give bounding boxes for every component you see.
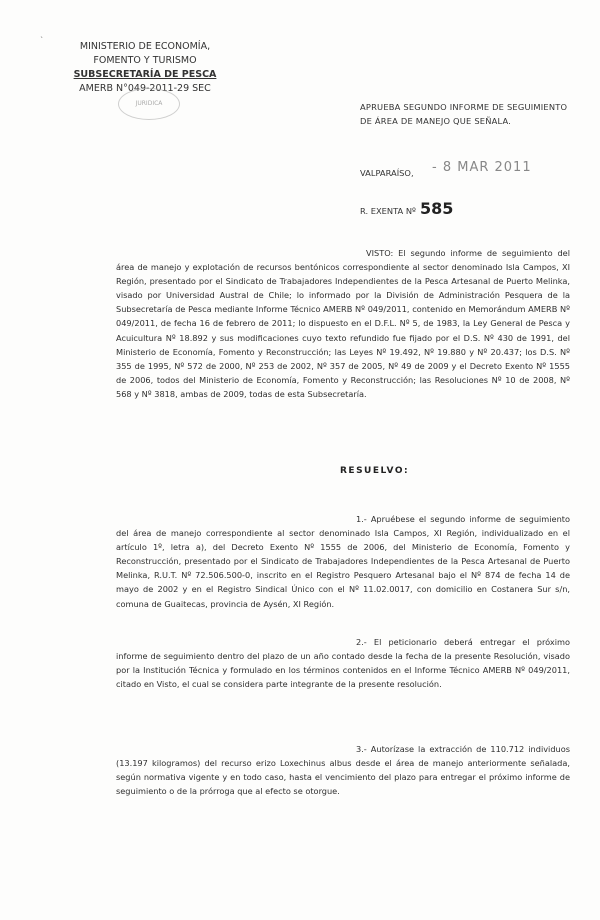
ministry-line-2: FOMENTO Y TURISMO	[93, 55, 197, 66]
stamp-text: JURIDICA	[135, 100, 163, 107]
resolution-number	[360, 199, 453, 218]
resuelvo-heading: RESUELVO:	[340, 466, 410, 476]
point-3: 3.- Autorízase la extracción de 110.712 individuos (13.197 kilogramos) del recurso erizo Loxechinus albus desde el área de manejo anteriormente señalada, según normativa vigente y en todo caso, hasta el vencimiento del plazo para entregar el próximo informe de seguimiento o de la prórroga que al efecto se otorgue.	[116, 744, 570, 797]
ministry-line: MINISTERIO DE ECONOMÍA,	[79, 41, 211, 52]
date-stamp: - 8 MAR 2011	[432, 160, 532, 175]
point-2: 2.- El peticionario deberá entregar el próximo informe de seguimiento dentro del plazo de un año contado desde la fecha de la presente Resolución, visado por la Institución Técnica y formulado en los términos contenidos en el Informe Técnico AMERB Nº 049/2011, citado en Visto, el cual se considera parte integrante de la presente resolución.	[116, 637, 570, 690]
seal-stamp	[118, 88, 180, 120]
resolution-value: 585	[419, 199, 454, 218]
subsecretaria-line: SUBSECRETARÍA DE PESCA	[73, 69, 217, 80]
point-1: 1.- Apruébese el segundo informe de seguimiento del área de manejo correspondiente al sector denominado Isla Campos, XI Región, individualizado en el artículo 1º, letra a), del Decreto Exento Nº 1555 de 2006, del Ministerio de Economía, Fomento y Reconstrucción, presentado por el Sindicato de Trabajadores Independientes de la Pesca Artesanal de Puerto Melinka, R.U.T. Nº 72.506.500-0, inscrito en el Registro Pesquero Artesanal bajo el Nº 874 de fecha 14 de mayo de 2002 y en el Registro Sindical Único con el Nº 11.02.0017, con domicilio en Costanera Sur s/n, comuna de Guaitecas, provincia de Aysén, XI Región.	[116, 514, 570, 609]
subject-line: APRUEBA SEGUNDO INFORME DE SEGUIMIENTO DE ÁREA DE MANEJO QUE SEÑALA.	[360, 102, 568, 126]
reference-line: AMERB N°049-2011-29 SEC	[79, 83, 211, 94]
visto-paragraph: VISTO: El segundo informe de seguimiento del área de manejo y explotación de recursos bentónicos correspondiente al sector denominado Isla Campos, XI Región, presentado por el Sindicato de Trabajadores Independientes de la Pesca Artesanal de Puerto Melinka, visado por Universidad Austral de Chile; lo informado por la División de Administración Pesquera de la Subsecretaría de Pesca mediante Informe Técnico AMERB Nº 049/2011, contenido en Memorándum AMERB Nº 049/2011, de fecha 16 de febrero de 2011; lo dispuesto en el D.F.L. Nº 5, de 1983, la Ley General de Pesca y Acuicultura Nº 18.892 y sus modificaciones cuyo texto refundido fue fijado por el D.S. Nº 430 de 1991, del Ministerio de Economía, Fomento y Reconstrucción; las Leyes Nº 19.492, Nº 19.880 y Nº 20.437; los D.S. Nº 355 de 1995, Nº 572 de 2000, Nº 253 de 2002, Nº 357 de 2005, Nº 49 de 2009 y el Decreto Exento Nº 1555 de 2006, todos del Ministerio de Economía, Fomento y Reconstrucción; las Resoluciones Nº 10 de 2008, Nº 568 y Nº 3818, ambas de 2009, todas de esta Subsecretaría.	[116, 248, 570, 399]
margin-mark: `	[40, 36, 44, 45]
resolution-label: R. EXENTA Nº	[360, 206, 416, 216]
place-label: VALPARAÍSO,	[360, 168, 414, 178]
